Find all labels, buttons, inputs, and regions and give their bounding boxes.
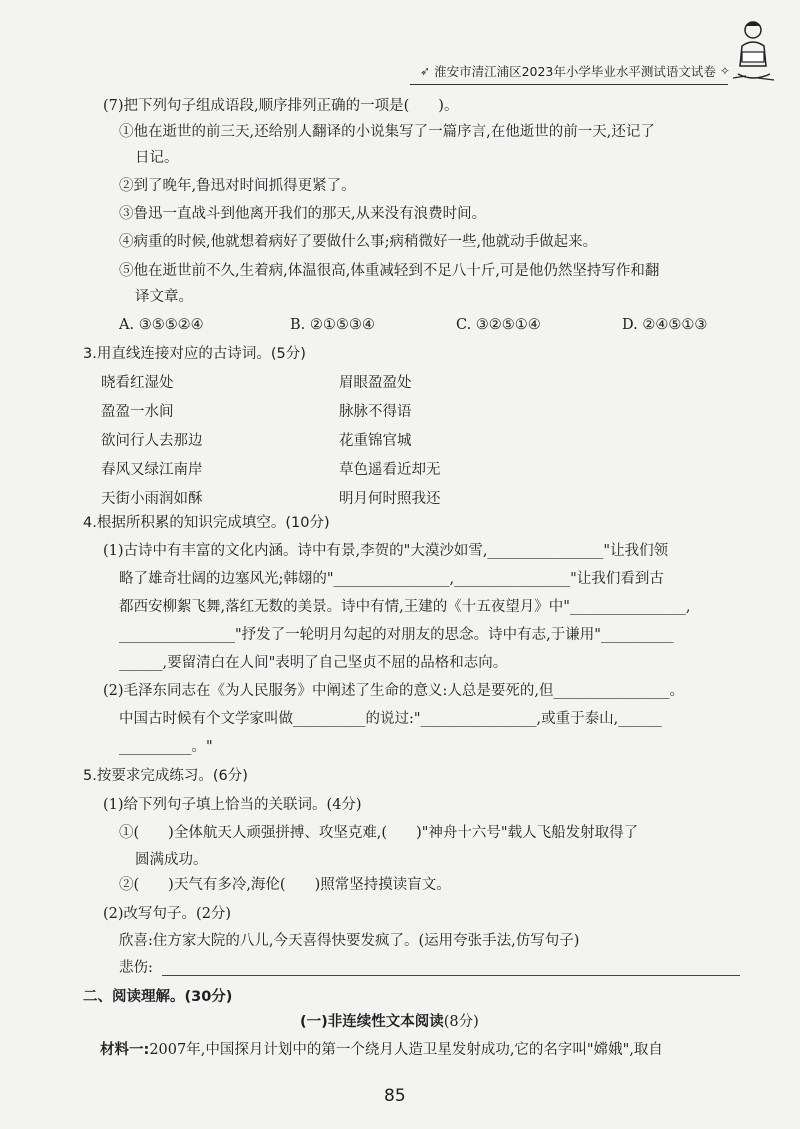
- q3-left-4[interactable]: 春风又绿江南岸: [101, 462, 203, 478]
- q4-line-8[interactable]: __________。": [119, 739, 213, 755]
- header-title-text: 淮安市清江浦区2023年小学毕业水平测试语文试卷: [434, 64, 716, 79]
- q7-option-c[interactable]: C. ③②⑤①④: [456, 317, 541, 333]
- q3-right-5[interactable]: 明月何时照我还: [339, 491, 441, 507]
- q3-title: 3.用直线连接对应的古诗词。(5分): [83, 346, 306, 362]
- q7-sentence-5-cont: 译文章。: [135, 289, 193, 305]
- q7-stem: (7)把下列句子组成语段,顺序排列正确的一项是( )。: [103, 98, 459, 114]
- q4-line-2[interactable]: 略了雄奇壮阔的边塞风光;韩翃的"________________,________________"让我们看到古: [119, 571, 664, 587]
- q3-left-3[interactable]: 欲问行人去那边: [101, 433, 203, 449]
- q4-line-3[interactable]: 都西安柳絮飞舞,落红无数的美景。诗中有情,王建的《十五夜望月》中"________________,: [119, 599, 691, 615]
- q5-part2: (2)改写句子。(2分): [103, 906, 232, 922]
- part2-subtitle: [300, 1012, 479, 1032]
- q7-sentence-4: ④病重的时候,他就想着病好了要做什么事;病稍微好一些,他就动手做起来。: [119, 234, 598, 250]
- header-title: [420, 58, 740, 84]
- q5-part2-example: 欣喜:住方家大院的八儿,今天喜得快要发疯了。(运用夸张手法,仿写句子): [119, 933, 580, 949]
- q5-title: 5.按要求完成练习。(6分): [83, 768, 248, 784]
- q7-sentence-2: ②到了晚年,鲁迅对时间抓得更紧了。: [119, 178, 356, 194]
- q5-part1: (1)给下列句子填上恰当的关联词。(4分): [103, 797, 362, 813]
- q4-title: 4.根据所积累的知识完成填空。(10分): [83, 515, 330, 531]
- q3-right-4[interactable]: 草色遥看近却无: [339, 462, 441, 478]
- q5-part1-sentence-2[interactable]: ②( )天气有多冷,海伦( )照常坚持摸读盲文。: [119, 877, 451, 893]
- q7-sentence-5: ⑤他在逝世前不久,生着病,体温很高,体重减轻到不足八十斤,可是他仍然坚持写作和翻: [119, 263, 660, 279]
- q7-option-a[interactable]: A. ③⑤⑤②④: [119, 317, 204, 333]
- header-star-icon: ✧: [719, 64, 730, 78]
- header-wing-icon: ➶: [420, 64, 431, 78]
- q7-option-b[interactable]: B. ②①⑤③④: [290, 317, 375, 333]
- q4-line-1[interactable]: (1)古诗中有丰富的文化内涵。诗中有景,李贺的"大漠沙如雪,________________"让我们领: [103, 543, 669, 559]
- q7-option-d[interactable]: D. ②④⑤①③: [622, 317, 708, 333]
- q3-left-1[interactable]: 晓看红湿处: [101, 375, 174, 391]
- material-1-text: 2007年,中国探月计划中的第一个绕月人造卫星发射成功,它的名字叫"嫦娥",取自: [149, 1042, 663, 1058]
- q4-line-6[interactable]: (2)毛泽东同志在《为人民服务》中阐述了生命的意义:人总是要死的,但________________。: [103, 683, 685, 699]
- q3-right-3[interactable]: 花重锦官城: [339, 433, 412, 449]
- material-1: [100, 1040, 663, 1060]
- q3-left-2[interactable]: 盈盈一水间: [101, 404, 174, 420]
- part2-subtitle-text: (一)非连续性文本阅读: [300, 1014, 444, 1030]
- material-1-label: 材料一:: [100, 1042, 150, 1058]
- q4-line-5[interactable]: ______,要留清白在人间"表明了自己坚贞不屈的品格和志向。: [119, 655, 508, 671]
- header-rule: [410, 84, 728, 85]
- q7-sentence-1-cont: 日记。: [135, 150, 179, 166]
- page-number: 85: [384, 1086, 406, 1106]
- q4-line-7[interactable]: 中国古时候有个文学家叫做__________的说过:"________________,或重于泰山,______: [119, 711, 662, 727]
- part2-title: 二、阅读理解。(30分): [83, 989, 233, 1005]
- part2-subtitle-score: (8分): [443, 1014, 479, 1030]
- q5-answer-line[interactable]: [162, 975, 740, 976]
- q5-part2-label: 悲伤:: [119, 960, 153, 976]
- q7-sentence-3: ③鲁迅一直战斗到他离开我们的那天,从来没有浪费时间。: [119, 206, 487, 222]
- q5-part1-sentence-1[interactable]: ①( )全体航天人顽强拼搏、攻坚克难,( )"神舟十六号"载人飞船发射取得了: [119, 825, 639, 841]
- q3-right-1[interactable]: 眉眼盈盈处: [339, 375, 412, 391]
- q3-left-5[interactable]: 天街小雨润如酥: [101, 491, 203, 507]
- q5-part1-sentence-1-cont: 圆满成功。: [135, 852, 208, 868]
- q4-line-4[interactable]: ________________"抒发了一轮明月勾起的对朋友的思念。诗中有志,于谦用"__________: [119, 627, 674, 643]
- q3-right-2[interactable]: 脉脉不得语: [339, 404, 412, 420]
- q7-sentence-1: ①他在逝世的前三天,还给别人翻译的小说集写了一篇序言,在他逝世的前一天,还记了: [119, 124, 655, 140]
